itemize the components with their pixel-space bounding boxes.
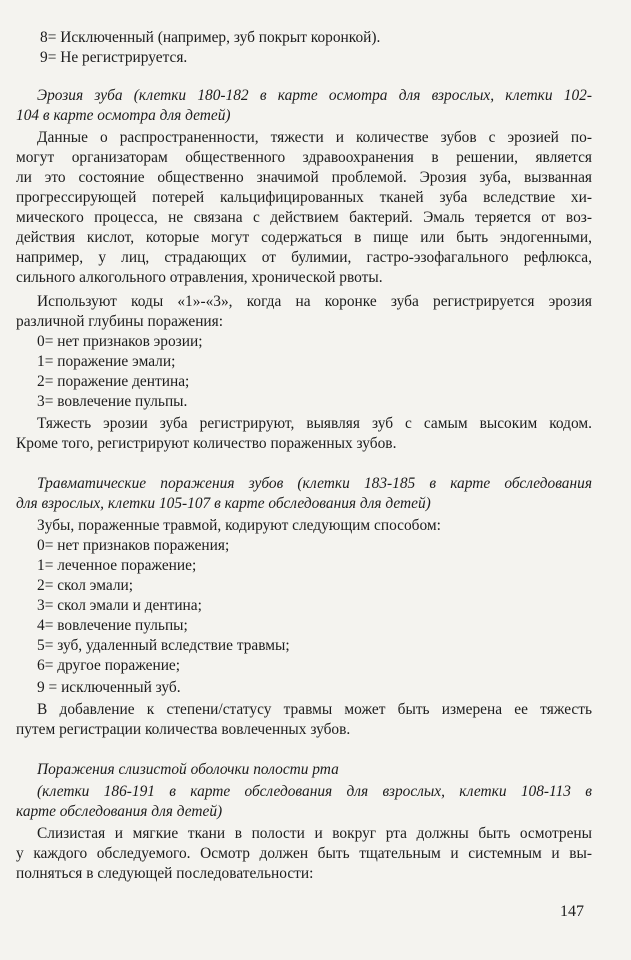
list-item: 0= нет признаков эрозии; — [37, 333, 203, 350]
list-item: 1= поражение эмали; — [37, 353, 176, 370]
list-item: 2= скол эмали; — [37, 577, 134, 594]
paragraph-line: действия кислот, которые могут содержаться в пище или быть эндогенными, — [16, 229, 592, 246]
paragraph-line: мического процесса, не связана с действием бактерий. Эмаль теряется от воз- — [16, 209, 592, 226]
section-heading-trauma-cont: для взрослых, клетки 105-107 в карте обследования для детей) — [16, 495, 431, 512]
section-heading-mucosa-cont: (клетки 186-191 в карте обследования для взрослых, клетки 108-113 в — [37, 783, 592, 800]
section-heading-erosion: Эрозия зуба (клетки 180-182 в карте осмотра для взрослых, клетки 102- — [37, 87, 592, 104]
list-item: 0= нет признаков поражения; — [37, 537, 230, 554]
code-8-line: 8= Исключенный (например, зуб покрыт коронкой). — [40, 29, 381, 46]
paragraph-line: полняться в следующей последовательности: — [16, 865, 314, 882]
section-heading-mucosa: Поражения слизистой оболочки полости рта — [37, 761, 339, 778]
section-heading-trauma: Травматические поражения зубов (клетки 183-185 в карте обследования — [37, 475, 592, 492]
paragraph-line: различной глубины поражения: — [16, 313, 224, 330]
paragraph-line: Зубы, пораженные травмой, кодируют следующим способом: — [37, 517, 441, 534]
section-heading-erosion-cont: 104 в карте осмотра для детей) — [16, 107, 231, 124]
section-heading-mucosa-cont: карте обследования для детей) — [16, 803, 223, 820]
page-number: 147 — [560, 903, 584, 920]
list-item: 6= другое поражение; — [37, 657, 181, 674]
paragraph-line: сильного алкогольного отравления, хронической рвоты. — [16, 269, 383, 286]
paragraph-line: например, у лиц, страдающих от булимии, гастро-эзофагального рефлюкса, — [16, 249, 592, 266]
paragraph-line: Данные о распространенности, тяжести и количестве зубов с эрозией по- — [37, 129, 592, 146]
code-9-line: 9= Не регистрируется. — [40, 49, 188, 66]
list-item: 9 = исключенный зуб. — [37, 679, 181, 696]
paragraph-line: Кроме того, регистрируют количество пораженных зубов. — [16, 435, 397, 452]
paragraph-line: ли это состояние общественно значимой проблемой. Эрозия зуба, вызванная — [16, 169, 592, 186]
list-item: 2= поражение дентина; — [37, 373, 190, 390]
paragraph-line: В добавление к степени/статусу травмы может быть измерена ее тяжесть — [37, 701, 592, 718]
list-item: 5= зуб, удаленный вследствие травмы; — [37, 637, 290, 654]
list-item: 4= вовлечение пульпы; — [37, 617, 188, 634]
paragraph-line: могут организаторам общественного здравоохранения в решении, является — [16, 149, 592, 166]
paragraph-line: Тяжесть эрозии зуба регистрируют, выявляя зуб с самым высоким кодом. — [37, 415, 592, 432]
paragraph-line: Слизистая и мягкие ткани в полости и вокруг рта должны быть осмотрены — [37, 825, 592, 842]
paragraph-line: прогрессирующей потерей кальцифицированных тканей зуба вследствие хи- — [16, 189, 592, 206]
list-item: 3= скол эмали и дентина; — [37, 597, 202, 614]
list-item: 3= вовлечение пульпы. — [37, 393, 188, 410]
paragraph-line: путем регистрации количества вовлеченных зубов. — [16, 721, 351, 738]
paragraph-line: у каждого обследуемого. Осмотр должен быть тщательным и системным и вы- — [16, 845, 592, 862]
list-item: 1= леченное поражение; — [37, 557, 197, 574]
paragraph-line: Используют коды «1»-«3», когда на коронке зуба регистрируется эрозия — [37, 293, 592, 310]
